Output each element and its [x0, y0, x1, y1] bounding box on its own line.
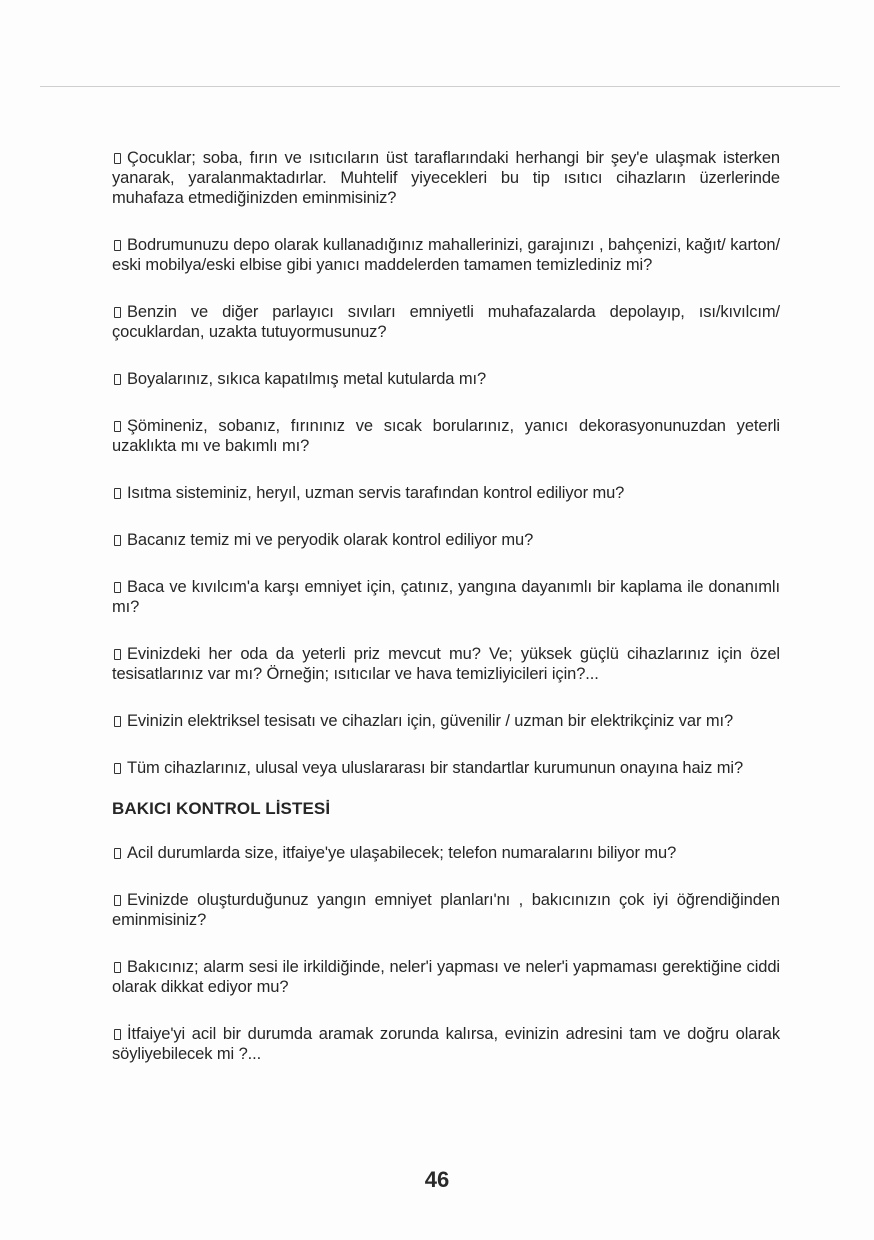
checklist-item-text: Bacanız temiz mi ve peryodik olarak kontrol ediliyor mu?	[127, 531, 534, 549]
checklist-item-text: Evinizin elektriksel tesisatı ve cihazları için, güvenilir / uzman bir elektrikçiniz var mı?	[127, 712, 734, 730]
checklist-item-text: Bodrumunuzu depo olarak kullanadığınız mahallerinizi, garajınızı , bahçenizi, kağıt/ karton/ eski mobilya/eski elbise gibi yanıcı maddelerden tamamen temizlediniz mi?	[112, 236, 780, 274]
checklist-item-text: Evinizdeki her oda da yeterli priz mevcut mu? Ve; yüksek güçlü cihazlarınız için özel tesisatlarınız var mı? Örneğin; ısıtıcılar ve hava temizliyicileri için?...	[112, 645, 780, 683]
checklist-item-text: Evinizde oluşturduğunuz yangın emniyet planları'nı , bakıcınızın çok iyi öğrendiğinden eminmisiniz?	[112, 891, 780, 929]
checkbox-icon[interactable]	[114, 582, 121, 593]
checkbox-icon[interactable]	[114, 1029, 121, 1040]
checklist-item	[112, 148, 780, 208]
checkbox-icon[interactable]	[114, 962, 121, 973]
checklist-item-text: Boyalarınız, sıkıca kapatılmış metal kutularda mı?	[127, 370, 487, 388]
page-top-rule	[40, 86, 840, 87]
checklist-item	[112, 644, 780, 684]
checklist-item-text: Bakıcınız; alarm sesi ile irkildiğinde, neler'i yapması ve neler'i yapmaması gerektiğine ciddi olarak dikkat ediyor mu?	[112, 958, 780, 996]
section-heading: BAKICI KONTROL LİSTESİ	[112, 799, 331, 818]
checkbox-icon[interactable]	[114, 848, 121, 859]
checklist-item	[112, 530, 780, 550]
checkbox-icon[interactable]	[114, 307, 121, 318]
checkbox-icon[interactable]	[114, 421, 121, 432]
checkbox-icon[interactable]	[114, 649, 121, 660]
checkbox-icon[interactable]	[114, 374, 121, 385]
checklist-item	[112, 369, 780, 389]
checklist-item	[112, 957, 780, 997]
checklist-item-text: Tüm cihazlarınız, ulusal veya uluslararası bir standartlar kurumunun onayına haiz mi?	[127, 759, 744, 777]
checklist-item-text: Isıtma sisteminiz, heryıl, uzman servis tarafından kontrol ediliyor mu?	[127, 484, 625, 502]
checkbox-icon[interactable]	[114, 895, 121, 906]
checklist-item	[112, 235, 780, 275]
checklist-item	[112, 758, 780, 778]
checkbox-icon[interactable]	[114, 716, 121, 727]
checkbox-icon[interactable]	[114, 153, 121, 164]
checklist-item-text: Acil durumlarda size, itfaiye'ye ulaşabilecek; telefon numaralarını biliyor mu?	[127, 844, 677, 862]
checkbox-icon[interactable]	[114, 535, 121, 546]
checklist-content	[112, 148, 780, 1091]
page-number: 46	[424, 1167, 450, 1192]
checkbox-icon[interactable]	[114, 763, 121, 774]
checklist-item	[112, 483, 780, 503]
checkbox-icon[interactable]	[114, 488, 121, 499]
checklist-item	[112, 577, 780, 617]
checklist-item	[112, 1024, 780, 1064]
home-checklist	[112, 148, 780, 778]
checklist-item	[112, 711, 780, 731]
caregiver-checklist	[112, 843, 780, 1064]
checklist-item-text: Çocuklar; soba, fırın ve ısıtıcıların üst taraflarındaki herhangi bir şey'e ulaşmak isterken yanarak, yaralanmaktadırlar. Muhtelif yiyecekleri bu tip ısıtıcı cihazların üzerlerinde muhafaza etmediğinizden eminmisiniz?	[112, 149, 780, 207]
checklist-item	[112, 416, 780, 456]
checklist-item-text: Şömineniz, sobanız, fırınınız ve sıcak borularınız, yanıcı dekorasyonunuzdan yeterli uzaklıkta mı ve bakımlı mı?	[112, 417, 780, 455]
checkbox-icon[interactable]	[114, 240, 121, 251]
checklist-item-text: Benzin ve diğer parlayıcı sıvıları emniyetli muhafazalarda depolayıp, ısı/kıvılcım/çocuklardan, uzakta tutuyormusunuz?	[112, 303, 780, 341]
checklist-item	[112, 890, 780, 930]
checklist-item-text: İtfaiye'yi acil bir durumda aramak zorunda kalırsa, evinizin adresini tam ve doğru olarak söyliyebilecek mi ?...	[112, 1025, 780, 1063]
checklist-item	[112, 302, 780, 342]
checklist-item	[112, 843, 780, 863]
checklist-item-text: Baca ve kıvılcım'a karşı emniyet için, çatınız, yangına dayanımlı bir kaplama ile donanımlı mı?	[112, 578, 780, 616]
